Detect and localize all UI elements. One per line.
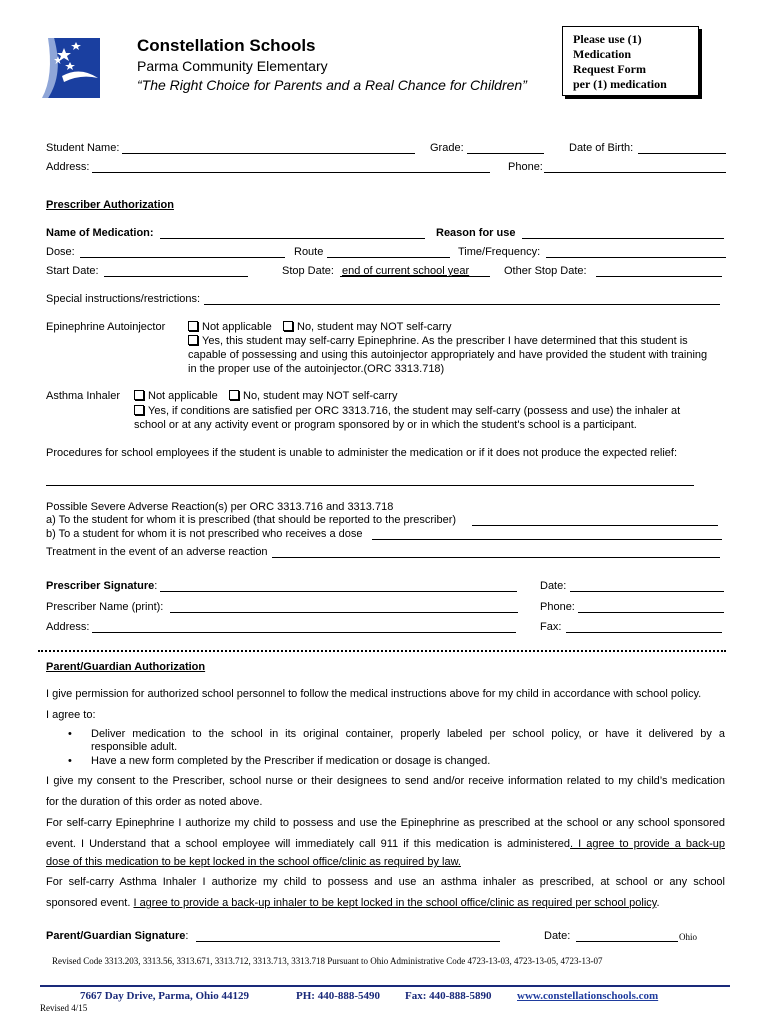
notice-line: Request Form bbox=[573, 62, 646, 76]
special-instructions-field[interactable] bbox=[204, 304, 720, 305]
adverse-a-label: a) To the student for whom it is prescribed (that should be reported to the prescriber) bbox=[46, 514, 457, 526]
start-date-field[interactable] bbox=[104, 276, 248, 277]
asthma-yes-option[interactable] bbox=[134, 405, 680, 418]
procedures-field[interactable] bbox=[46, 485, 694, 486]
option-label: No, student may NOT self-carry bbox=[297, 321, 452, 333]
agree-label: I agree to: bbox=[46, 709, 96, 721]
prescriber-fax-label: Fax: bbox=[540, 621, 562, 633]
parent-signature-label: Parent/Guardian Signature: bbox=[46, 930, 189, 942]
option-label: Not applicable bbox=[202, 321, 272, 333]
frequency-label: Time/Frequency: bbox=[458, 246, 541, 258]
school-name: Constellation Schools bbox=[137, 36, 316, 55]
treatment-field[interactable] bbox=[272, 557, 720, 558]
stop-date-value[interactable]: end of current school year bbox=[342, 265, 470, 277]
route-label: Route bbox=[294, 246, 324, 258]
grade-field[interactable] bbox=[467, 153, 544, 154]
prescriber-heading: Prescriber Authorization bbox=[46, 199, 174, 211]
epi-no-option[interactable] bbox=[283, 321, 451, 334]
prescriber-fax-field[interactable] bbox=[566, 632, 722, 633]
route-field[interactable] bbox=[327, 257, 450, 258]
checkbox-icon[interactable] bbox=[229, 390, 239, 400]
prescriber-date-label: Date: bbox=[540, 580, 567, 592]
footer-phone: PH: 440-888-5490 bbox=[296, 990, 381, 1002]
student-name-field[interactable] bbox=[122, 153, 415, 154]
prescriber-address-label: Address: bbox=[46, 621, 90, 633]
medication-label: Name of Medication: bbox=[46, 227, 154, 239]
adverse-b-label: b) To a student for whom it is not prescribed who receives a dose bbox=[46, 528, 363, 540]
asthma-not-applicable-option[interactable] bbox=[134, 390, 218, 403]
asthma-yes-text: school or at any activity event or program sponsored by or in which the student's school is a participant. bbox=[134, 419, 637, 431]
parent-signature-field[interactable] bbox=[196, 941, 500, 942]
revised-code-text: Revised Code 3313.203, 3313.56, 3313.671, 3313.712, 3313.713, 3313.718 Pursuant to Ohio Administrative Code 4723-13-03, 4723-13-05, 4723-13-07 bbox=[52, 956, 603, 966]
checkbox-icon[interactable] bbox=[134, 405, 144, 415]
dob-label: Date of Birth: bbox=[569, 142, 634, 154]
school-logo bbox=[40, 36, 102, 100]
bullet-icon: • bbox=[68, 728, 72, 740]
address-label: Address: bbox=[46, 161, 90, 173]
parent-date-suffix: Ohio bbox=[679, 932, 697, 942]
notice-line: Medication bbox=[573, 47, 631, 61]
procedures-label: Procedures for school employees if the student is unable to administer the medication or if it does not produce the expected relief: bbox=[46, 447, 678, 459]
frequency-field[interactable] bbox=[546, 257, 726, 258]
prescriber-signature-field[interactable] bbox=[160, 591, 517, 592]
checkbox-icon[interactable] bbox=[134, 390, 144, 400]
footer-fax: Fax: 440-888-5890 bbox=[405, 990, 492, 1002]
prescriber-date-field[interactable] bbox=[570, 591, 724, 592]
parent-date-label: Date: bbox=[544, 930, 571, 942]
notice-box bbox=[562, 26, 699, 96]
revised-date: Revised 4/15 bbox=[40, 1003, 88, 1013]
student-name-label: Student Name: bbox=[46, 142, 120, 154]
dose-label: Dose: bbox=[46, 246, 75, 258]
start-date-label: Start Date: bbox=[46, 265, 99, 277]
stop-date-field bbox=[340, 276, 490, 277]
adverse-heading: Possible Severe Adverse Reaction(s) per ORC 3313.716 and 3313.718 bbox=[46, 501, 394, 513]
campus-name: Parma Community Elementary bbox=[137, 58, 328, 74]
epi-consent-text: For self-carry Epinephrine I authorize my child to possess and use the Epinephrine as prescribed at the school or any school sponsored bbox=[46, 817, 725, 829]
epi-yes-option[interactable] bbox=[188, 335, 688, 348]
parent-permission-text: I give permission for authorized school personnel to follow the medical instructions above for my child in accordance with school policy. bbox=[46, 688, 702, 700]
prescriber-phone-label: Phone: bbox=[540, 601, 575, 613]
epi-consent-text-end: dose of this medication to be kept locked in the school office/clinic as required by law. bbox=[46, 856, 461, 868]
parent-date-field[interactable] bbox=[576, 941, 678, 942]
other-stop-field[interactable] bbox=[596, 276, 722, 277]
bullet-icon: • bbox=[68, 755, 72, 767]
option-label: Yes, if conditions are satisfied per ORC 3313.716, the student may self-carry (possess and use) the inhaler at bbox=[148, 405, 681, 417]
prescriber-signature-label: Prescriber Signature: bbox=[46, 580, 158, 592]
prescriber-address-field[interactable] bbox=[92, 632, 516, 633]
checkbox-icon[interactable] bbox=[283, 321, 293, 331]
notice-line: Please use (1) bbox=[573, 32, 642, 46]
agree-item-1-cont: responsible adult. bbox=[91, 741, 178, 753]
consent-text: I give my consent to the Prescriber, school nurse or their designees to send and/or receive information related to my child’s medication bbox=[46, 775, 725, 787]
prescriber-name-label: Prescriber Name (print): bbox=[46, 601, 164, 613]
asthma-no-option[interactable] bbox=[229, 390, 397, 403]
epi-yes-text: capable of possessing and using this autoinjector appropriately and have provided the student with training bbox=[188, 349, 708, 361]
special-instructions-label: Special instructions/restrictions: bbox=[46, 293, 201, 305]
footer-address: 7667 Day Drive, Parma, Ohio 44129 bbox=[80, 990, 249, 1002]
epi-not-applicable-option[interactable] bbox=[188, 321, 272, 334]
section-divider bbox=[38, 650, 726, 652]
prescriber-name-field[interactable] bbox=[170, 612, 518, 613]
epinephrine-label: Epinephrine Autoinjector bbox=[46, 321, 166, 333]
prescriber-phone-field[interactable] bbox=[578, 612, 724, 613]
phone-label: Phone: bbox=[508, 161, 543, 173]
option-label: Yes, this student may self-carry Epinephrine. As the prescriber I have determined that this student is bbox=[202, 335, 688, 347]
address-field[interactable] bbox=[92, 172, 490, 173]
adverse-b-field[interactable] bbox=[372, 539, 722, 540]
dose-field[interactable] bbox=[80, 257, 285, 258]
medication-field[interactable] bbox=[160, 238, 425, 239]
parent-heading: Parent/Guardian Authorization bbox=[46, 661, 206, 673]
asthma-consent-text-cont: sponsored event. I agree to provide a back-up inhaler to be kept locked in the school office/clinic as required per school policy. bbox=[46, 897, 660, 909]
asthma-consent-text: For self-carry Asthma Inhaler I authorize my child to possess and use an asthma inhaler as prescribed, at school or any school bbox=[46, 876, 725, 888]
school-slogan: “The Right Choice for Parents and a Real Chance for Children” bbox=[137, 77, 527, 93]
epi-yes-text: in the proper use of the autoinjector.(ORC 3313.718) bbox=[188, 363, 445, 375]
reason-field[interactable] bbox=[522, 238, 724, 239]
agree-item-2: Have a new form completed by the Prescriber if medication or dosage is changed. bbox=[91, 755, 491, 767]
treatment-label: Treatment in the event of an adverse reaction bbox=[46, 546, 268, 558]
grade-label: Grade: bbox=[430, 142, 464, 154]
reason-label: Reason for use bbox=[436, 227, 516, 239]
dob-field[interactable] bbox=[638, 153, 726, 154]
agree-item-1: Deliver medication to the school in its original container, properly labeled per school policy, or have it delivered by a bbox=[91, 728, 725, 740]
checkbox-icon[interactable] bbox=[188, 321, 198, 331]
option-label: No, student may NOT self-carry bbox=[243, 390, 398, 402]
checkbox-icon[interactable] bbox=[188, 335, 198, 345]
notice-line: per (1) medication bbox=[573, 77, 667, 91]
option-label: Not applicable bbox=[148, 390, 218, 402]
epi-consent-text-cont: event. I Understand that a school employee will immediately call 911 if this medication is administered. I agree to provide a back-up bbox=[46, 838, 725, 850]
stop-date-label: Stop Date: bbox=[282, 265, 334, 277]
other-stop-label: Other Stop Date: bbox=[504, 265, 587, 277]
asthma-label: Asthma Inhaler bbox=[46, 390, 120, 402]
phone-field[interactable] bbox=[544, 172, 726, 173]
footer-website-link[interactable]: www.constellationschools.com bbox=[517, 990, 659, 1002]
adverse-a-field[interactable] bbox=[472, 525, 718, 526]
footer-rule bbox=[40, 985, 730, 987]
consent-text-cont: for the duration of this order as noted above. bbox=[46, 796, 263, 808]
